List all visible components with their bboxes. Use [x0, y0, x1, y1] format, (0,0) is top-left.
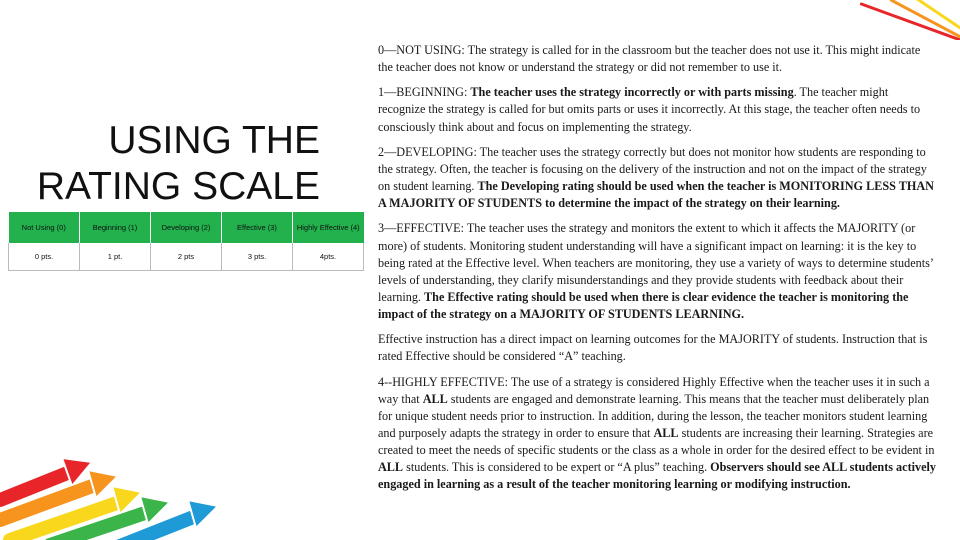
- level-text: . The teacher might recognize the strategy is called for but omits parts or uses it incorrectly. At this stage, the teacher often needs to consciously think about and focus on implementing the strategy.: [378, 85, 921, 134]
- level-text: : The teacher uses the strategy correctly but does not monitor how students are responding to the strategy. Often, the teacher is focusing on the delivery of the instruction and not on the impact of the strategy on student learning.: [378, 144, 927, 194]
- description-not-using: [378, 42, 938, 76]
- level-colon: :: [463, 85, 471, 100]
- description-highly-effective: [378, 374, 938, 494]
- description-effective: [378, 220, 938, 323]
- table-header-row: [9, 212, 364, 243]
- rating-scale-table: [8, 212, 364, 271]
- level-text: : The teacher uses the strategy and monitors the extent to which it affects the MAJORITY (or more) of students. Monitoring student understanding will have a significant impact on learning: it is the key to being rated at the Effective level. When teachers are monitoring, they use a variety of ways to determine students’ levels of understanding, they clarify misunderstandings and they provide students with feedback about their learning.: [378, 221, 933, 304]
- level-text: students are engaged and demonstrate learning. This means that the teacher must deliberately plan for unique student needs prior to instruction. In addition, during the lesson, the teacher monitors student learning and purposely adapts the strategy in order to ensure that: [378, 391, 930, 440]
- header-highly-effective: Highly Effective (4): [293, 212, 364, 243]
- emphasis-all: ALL: [653, 425, 679, 440]
- level-text: students are increasing their learning. Strategies are created to meet the needs of specific students or the class as a whole in order for the desired effect to be evident in: [378, 425, 935, 457]
- emphasis-all: ALL: [378, 460, 404, 474]
- points-cell: 0 pts.: [9, 243, 80, 270]
- header-effective: Effective (3): [222, 212, 293, 243]
- level-text: students. This is considered to be expert or “A plus” teaching.: [403, 460, 711, 474]
- corner-decoration: [800, 0, 960, 40]
- title-line-1: USING THE: [108, 119, 320, 162]
- emphasis-all: ALL: [422, 391, 448, 406]
- header-beginning: Beginning (1): [80, 212, 151, 243]
- level-heading: 2—DEVELOPING: [378, 144, 474, 159]
- level-text: : The strategy is called for in the classroom but the teacher does not use it. This might indicate the teacher does not know or understand the strategy or did not remember to use it.: [378, 43, 921, 75]
- level-bold-text: The Developing rating should be used when the teacher is MONITORING LESS THAN A MAJORITY OF STUDENTS to determine the impact of the strategy on their learning.: [378, 179, 934, 211]
- level-heading: 1—BEGINNING: [378, 85, 464, 100]
- level-heading: 3—EFFECTIVE: [378, 221, 461, 236]
- header-not-using: Not Using (0): [9, 212, 80, 243]
- table-row: [9, 243, 364, 270]
- points-cell: 3 pts.: [222, 243, 293, 270]
- points-cell: 1 pt.: [80, 243, 151, 270]
- points-cell: 4pts.: [293, 243, 364, 270]
- description-developing: [378, 144, 938, 212]
- rating-descriptions: [378, 42, 938, 538]
- effective-instruction-note: Effective instruction has a direct impact on learning outcomes for the MAJORITY of students. Instruction that is rated Effective should be considered “A” teaching.: [378, 332, 928, 364]
- header-developing: Developing (2): [151, 212, 222, 243]
- level-bold-text: The teacher uses the strategy incorrectly or with parts missing: [470, 85, 794, 100]
- page-title: [20, 118, 320, 210]
- level-bold-text: Observers should see ALL students actively engaged in learning as a result of the teacher monitoring learning or modifying instruction.: [378, 460, 936, 492]
- level-heading: 4--HIGHLY EFFECTIVE: [378, 374, 505, 389]
- points-cell: 2 pts: [151, 243, 222, 270]
- description-beginning: [378, 84, 938, 135]
- title-line-2: RATING SCALE: [36, 165, 320, 208]
- level-text: : The use of a strategy is considered Highly Effective when the teacher uses it in such a way that: [378, 374, 930, 406]
- level-bold-text: The Effective rating should be used when there is clear evidence the teacher is monitoring the impact of the strategy on a MAJORITY OF STUDENTS LEARNING.: [378, 289, 909, 321]
- arrows-graphic: [0, 440, 230, 540]
- level-heading: 0—NOT USING: [378, 43, 462, 57]
